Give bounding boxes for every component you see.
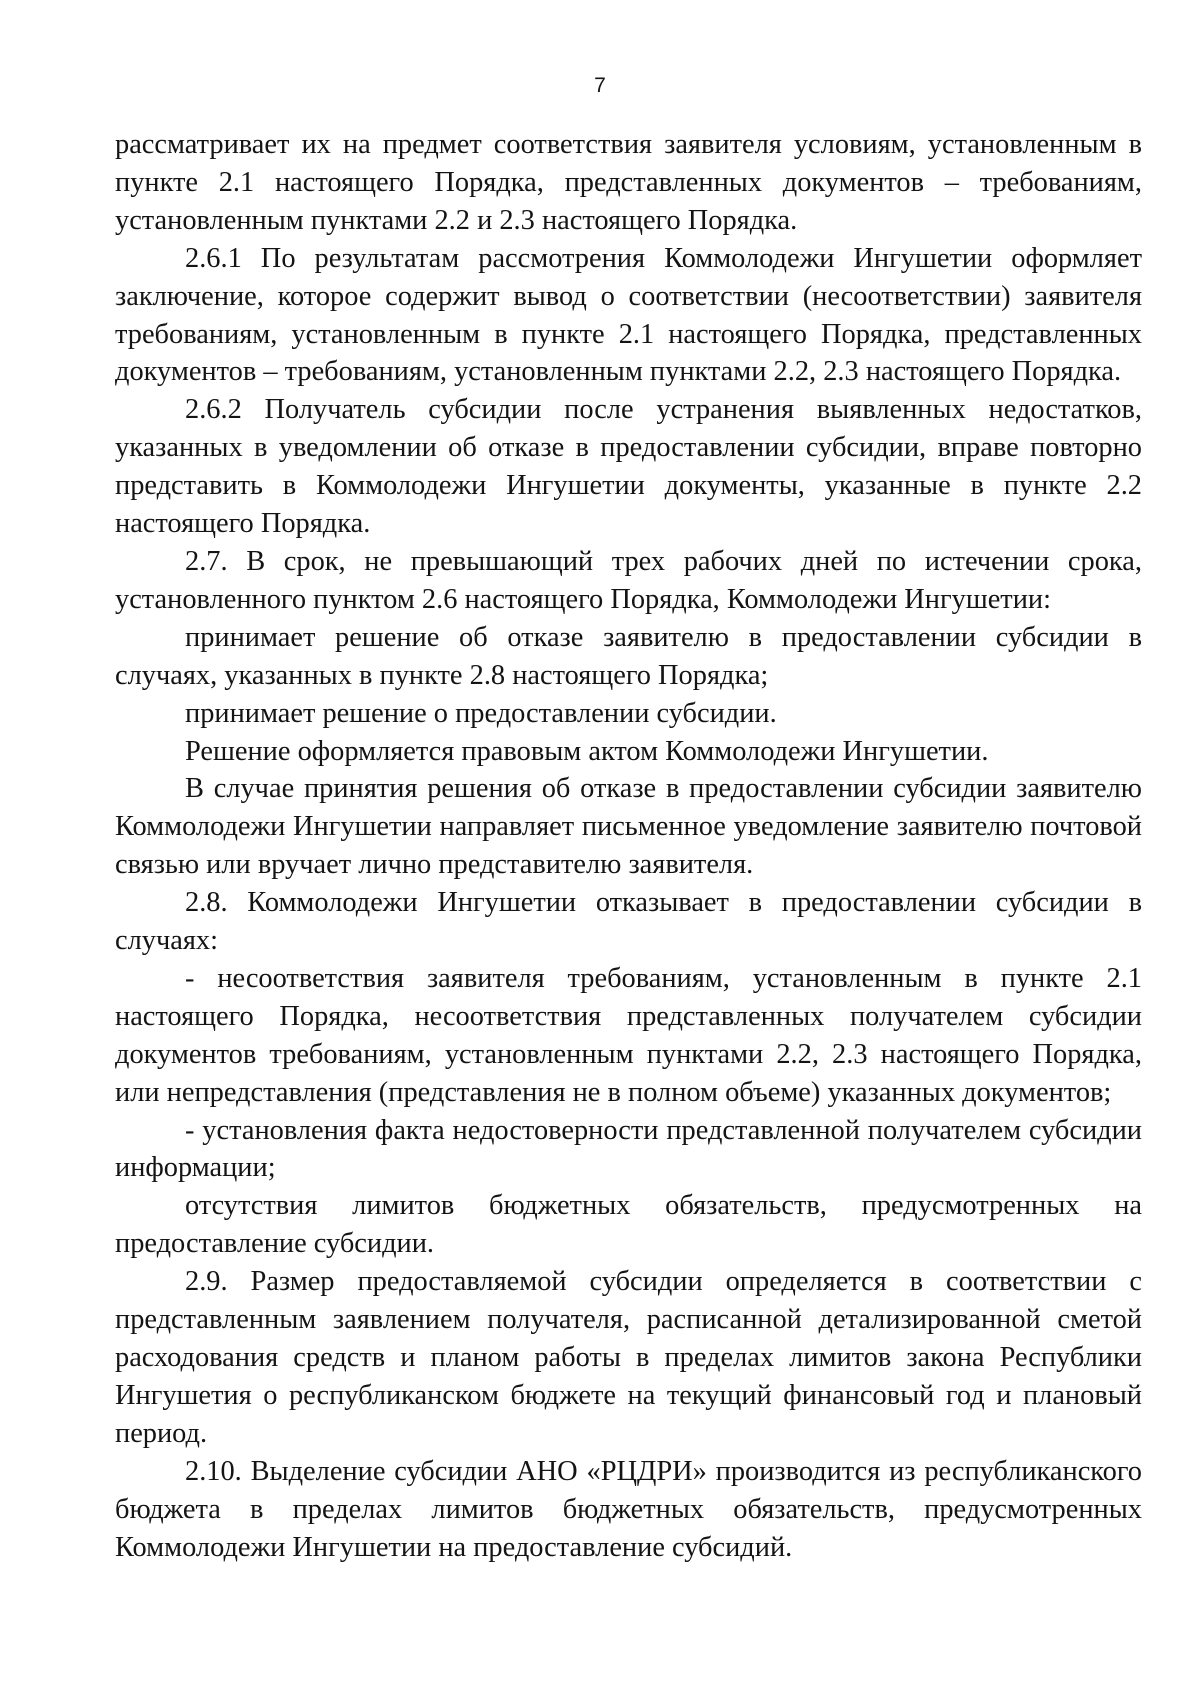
- paragraph-2-8-item-inaccuracy: - установления факта недостоверности представленной получателем субсидии информации;: [115, 1114, 1142, 1184]
- paragraph-2-7-notification: В случае принятия решения об отказе в предоставлении субсидии заявителю Коммолодежи Ингушетии направляет письменное уведомление заявителю почтовой связью или вручает лично представителю заявителя.: [115, 773, 1142, 881]
- paragraph-2-8: 2.8. Коммолодежи Ингушетии отказывает в предоставлении субсидии в случаях:: [115, 887, 1142, 957]
- paragraph-2-10: 2.10. Выделение субсидии АНО «РЦДРИ» производится из республиканского бюджета в пределах лимитов бюджетных обязательств, предусмотренных Коммолодежи Ингушетии на предоставление субсидий.: [115, 1455, 1142, 1563]
- paragraph-2-8-item-no-limits: отсутствия лимитов бюджетных обязательств, предусмотренных на предоставление субсидии.: [115, 1190, 1142, 1260]
- paragraph-2-7-refusal-decision: принимает решение об отказе заявителю в предоставлении субсидии в случаях, указанных в пункте 2.8 настоящего Порядка;: [115, 621, 1142, 691]
- paragraph-2-7-grant-decision: принимает решение о предоставлении субсидии.: [185, 697, 777, 729]
- paragraph-2-8-item-noncompliance: - несоответствия заявителя требованиям, установленным в пункте 2.1 настоящего Порядка, несоответствия представленных получателем субсидии документов требованиям, установленным пунктами 2.2, 2.3 настоящего Порядка, или непредставления (представления не в полном объеме) указанных документов;: [115, 962, 1142, 1108]
- paragraph-2-7-legal-act: Решение оформляется правовым актом Коммолодежи Ингушетии.: [185, 735, 989, 767]
- paragraph-2-7: 2.7. В срок, не превышающий трех рабочих дней по истечении срока, установленного пунктом 2.6 настоящего Порядка, Коммолодежи Ингушетии:: [115, 545, 1142, 615]
- paragraph-2-9: 2.9. Размер предоставляемой субсидии определяется в соответствии с представленным заявлением получателя, расписанной детализированной сметой расходования средств и планом работы в пределах лимитов закона Республики Ингушетия о республиканском бюджете на текущий финансовый год и плановый период.: [115, 1266, 1142, 1449]
- paragraph-2-6-2: 2.6.2 Получатель субсидии после устранения выявленных недостатков, указанных в уведомлении об отказе в предоставлении субсидии, вправе повторно представить в Коммолодежи Ингушетии документы, указанные в пункте 2.2 настоящего Порядка.: [115, 394, 1142, 540]
- paragraph-2-6-1: 2.6.1 По результатам рассмотрения Коммолодежи Ингушетии оформляет заключение, которое содержит вывод о соответствии (несоответствии) заявителя требованиям, установленным в пункте 2.1 настоящего Порядка, представленных документов – требованиям, установленным пунктами 2.2, 2.3 настоящего Порядка.: [115, 242, 1142, 388]
- page-number: 7: [594, 74, 606, 97]
- paragraph-continuation: рассматривает их на предмет соответствия заявителя условиям, установленным в пункте 2.1 настоящего Порядка, представленных документов – требованиям, установленным пунктами 2.2 и 2.3 настоящего Порядка.: [115, 129, 1142, 236]
- document-body: [115, 126, 1142, 1566]
